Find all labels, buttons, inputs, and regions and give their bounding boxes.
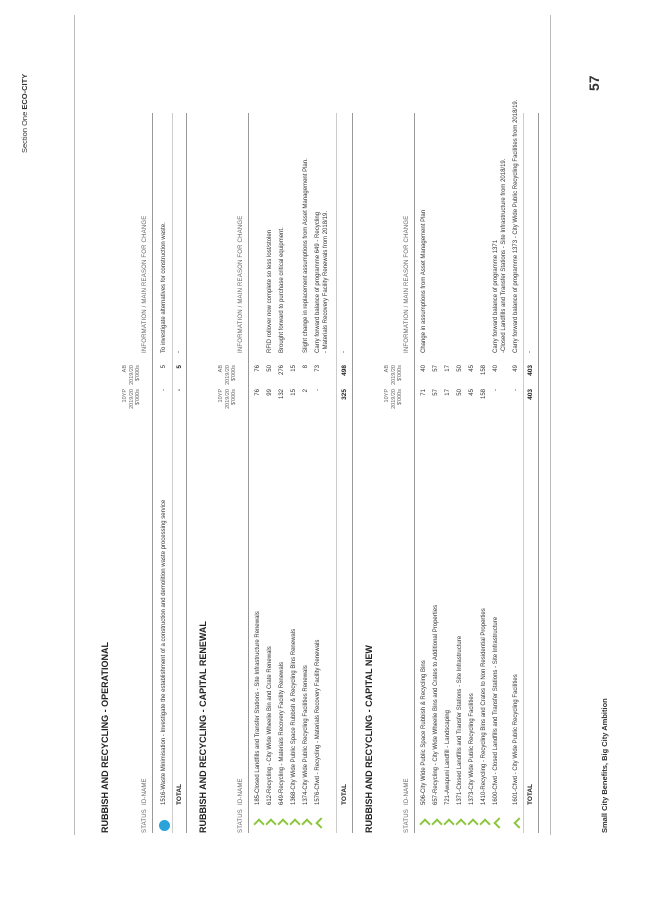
total-info: - [341, 351, 347, 353]
section-rule [248, 113, 249, 833]
col-id-name: ID-NAME [142, 778, 148, 805]
ltp-value: - [161, 389, 167, 391]
section-end-rule [538, 113, 539, 833]
info-value: Change in assumptions from Asset Management Plan [421, 209, 427, 353]
total-label: TOTAL [176, 783, 183, 805]
row-divider [336, 113, 337, 833]
down-status-icon [456, 819, 466, 829]
section-end-rule [186, 113, 187, 833]
ab-value: 158 [481, 365, 487, 376]
col-info: INFORMATION / MAIN REASON FOR CHANGE [142, 215, 148, 353]
table-row-name: 1601-Cfwd - City Wide Public Recycling Facilities [513, 674, 519, 805]
up-status-icon [512, 819, 522, 829]
info-value: RFID rollover now complete so less lost/stolen [267, 229, 273, 353]
ab-value: 8 [303, 365, 309, 369]
section-rule [152, 113, 153, 833]
col-status: STATUS [404, 809, 410, 833]
total-ab: 498 [341, 365, 348, 376]
down-status-icon [480, 819, 490, 829]
row-divider [172, 113, 173, 833]
ltp-value: 71 [421, 389, 427, 396]
table-row-name: 1373-City Wide Public Recycling Facilities [469, 693, 475, 805]
ltp-value: 158 [481, 389, 487, 400]
header-rule [74, 15, 75, 835]
down-status-icon [278, 819, 288, 829]
down-status-icon [266, 819, 276, 829]
ltp-value: 132 [279, 389, 285, 400]
col-info: INFORMATION / MAIN REASON FOR CHANGE [404, 215, 410, 353]
info-value: Brought forward to purchase critical equipment. [279, 227, 285, 353]
table-row-name: 1374-City Wide Public Recycling Facilities Renewals [303, 665, 309, 805]
table-row-name: 1410-Recycling - Recycling Bins and Crates to Non Residential Properties [481, 608, 487, 805]
table-row-name: 657-Recycling - City Wide Wheelie Bins and Crates to Additional Properties [433, 604, 439, 805]
table-row-name: 649-Recycling - Materials Recovery Facility Renewals [279, 661, 285, 805]
col-id-name: ID-NAME [238, 778, 244, 805]
col-ab: AB 2019/20 $'000s [122, 365, 141, 385]
info-value: Slight change in replacement assumptions from Asset Management Plan. [303, 158, 309, 353]
ab-value: 15 [291, 365, 297, 372]
ltp-value: 45 [469, 389, 475, 396]
down-status-icon [432, 819, 442, 829]
info-value-continued: -Closed Landfills and Transfer Stations - Site Infrastructure from 2018/19. [501, 158, 507, 353]
col-status: STATUS [142, 809, 148, 833]
col-id-name: ID-NAME [404, 778, 410, 805]
ltp-value: - [513, 389, 519, 391]
ab-value: 49 [513, 365, 519, 372]
section-header [20, 74, 29, 153]
table-row-name: 506-City Wide Public Space Rubbish & Recycling Bins [421, 660, 427, 805]
col-status: STATUS [238, 809, 244, 833]
table-row-name: 185-Closed Landfills and Transfer Stations - Site Infrastructure Renewals [255, 611, 261, 805]
col-ltp: 10YP 2019/20 $'000s [218, 389, 237, 409]
ab-value: 57 [433, 365, 439, 372]
total-label: TOTAL [341, 783, 348, 805]
ab-value: 40 [493, 365, 499, 372]
footer-tagline: Small City Benefits, Big City Ambition [600, 698, 609, 833]
ab-value: 5 [161, 365, 167, 369]
ltp-value: 76 [255, 389, 261, 396]
down-status-icon [290, 819, 300, 829]
total-info: - [527, 351, 533, 353]
ab-value: 76 [255, 365, 261, 372]
info-value: To investigate alternatives for construction waste. [161, 222, 167, 353]
row-divider [523, 113, 524, 833]
ab-value: 45 [469, 365, 475, 372]
table-row-name: 1368-City Wide Public Space Rubbish & Recycling Bins Renewals [291, 628, 297, 805]
col-info: INFORMATION / MAIN REASON FOR CHANGE [238, 215, 244, 353]
ltp-value: - [315, 389, 321, 391]
section-name: ECO-CITY [20, 73, 29, 110]
col-ab: AB 2019/20 $'000s [218, 365, 237, 385]
total-ab: 5 [176, 365, 183, 369]
up-status-icon [314, 819, 324, 829]
col-ltp: 10YP 2019/20 $'000s [122, 389, 141, 409]
ab-value: 73 [315, 365, 321, 372]
footer-rule [550, 15, 551, 835]
section-end-rule [352, 113, 353, 833]
ab-value: 40 [421, 365, 427, 372]
ab-value: 276 [279, 365, 285, 376]
ltp-value: 17 [445, 389, 451, 396]
total-ltp: 403 [527, 389, 534, 400]
info-value: Carry forward balance of programme 1371 [493, 239, 499, 353]
down-status-icon [468, 819, 478, 829]
ab-value: 50 [457, 365, 463, 372]
down-status-icon [444, 819, 454, 829]
ltp-value: 57 [433, 389, 439, 396]
ltp-value: - [493, 389, 499, 391]
table-row-name: 1576-Cfwd - Recycling - Materials Recovery Facility Renewals [315, 639, 321, 805]
table-row-name: 721-Awapuni Landfill - Landscaping [445, 710, 451, 805]
ab-value: 50 [267, 365, 273, 372]
down-status-icon [254, 819, 264, 829]
table-row-name: 1371-Closed Landfills and Transfer Stations - Site Infrastructure [457, 635, 463, 805]
col-ab: AB 2019/20 $'000s [384, 365, 403, 385]
ltp-value: 50 [457, 389, 463, 396]
down-status-icon [302, 819, 312, 829]
down-status-icon [420, 819, 430, 829]
table-row-name: 1516-Waste Minimisation - Investigate the establishment of a construction and demolition waste processing service [161, 499, 167, 805]
table-row-name: 1600-Cfwd - Closed Landfills and Transfer Stations - Site Infrastructure [493, 616, 499, 805]
info-value-continued: - Materials Recovery Facility Renewals from 2018/19. [323, 210, 329, 353]
total-ltp: 325 [341, 389, 348, 400]
info-value: Carry forward balance of programme 649 - Recycling [315, 211, 321, 353]
new-status-icon [159, 820, 170, 831]
total-label: TOTAL [527, 783, 534, 805]
up-status-icon [492, 819, 502, 829]
total-info: - [176, 351, 182, 353]
section-title-capital-renewal: RUBBISH AND RECYCLING - CAPITAL RENEWAL [198, 621, 208, 833]
ltp-value: 99 [267, 389, 273, 396]
ltp-value: 2 [303, 389, 309, 393]
table-row-name: 612-Recycling - City Wide Wheelie Bin and Crate Renewals [267, 646, 273, 805]
total-ab: 403 [527, 365, 534, 376]
total-ltp: - [176, 389, 183, 392]
page-number: 57 [586, 75, 602, 91]
info-value: Carry forward balance of programme 1373 - City Wide Public Recycling Facilities from 2018/19. [513, 99, 519, 353]
section-rule [414, 113, 415, 833]
col-ltp: 10YP 2019/20 $'000s [384, 389, 403, 409]
section-prefix: Section One [20, 111, 29, 153]
ab-value: 17 [445, 365, 451, 372]
section-title-operational: RUBBISH AND RECYCLING - OPERATIONAL [100, 642, 110, 833]
section-title-capital-new: RUBBISH AND RECYCLING - CAPITAL NEW [364, 645, 374, 833]
ltp-value: 15 [291, 389, 297, 396]
